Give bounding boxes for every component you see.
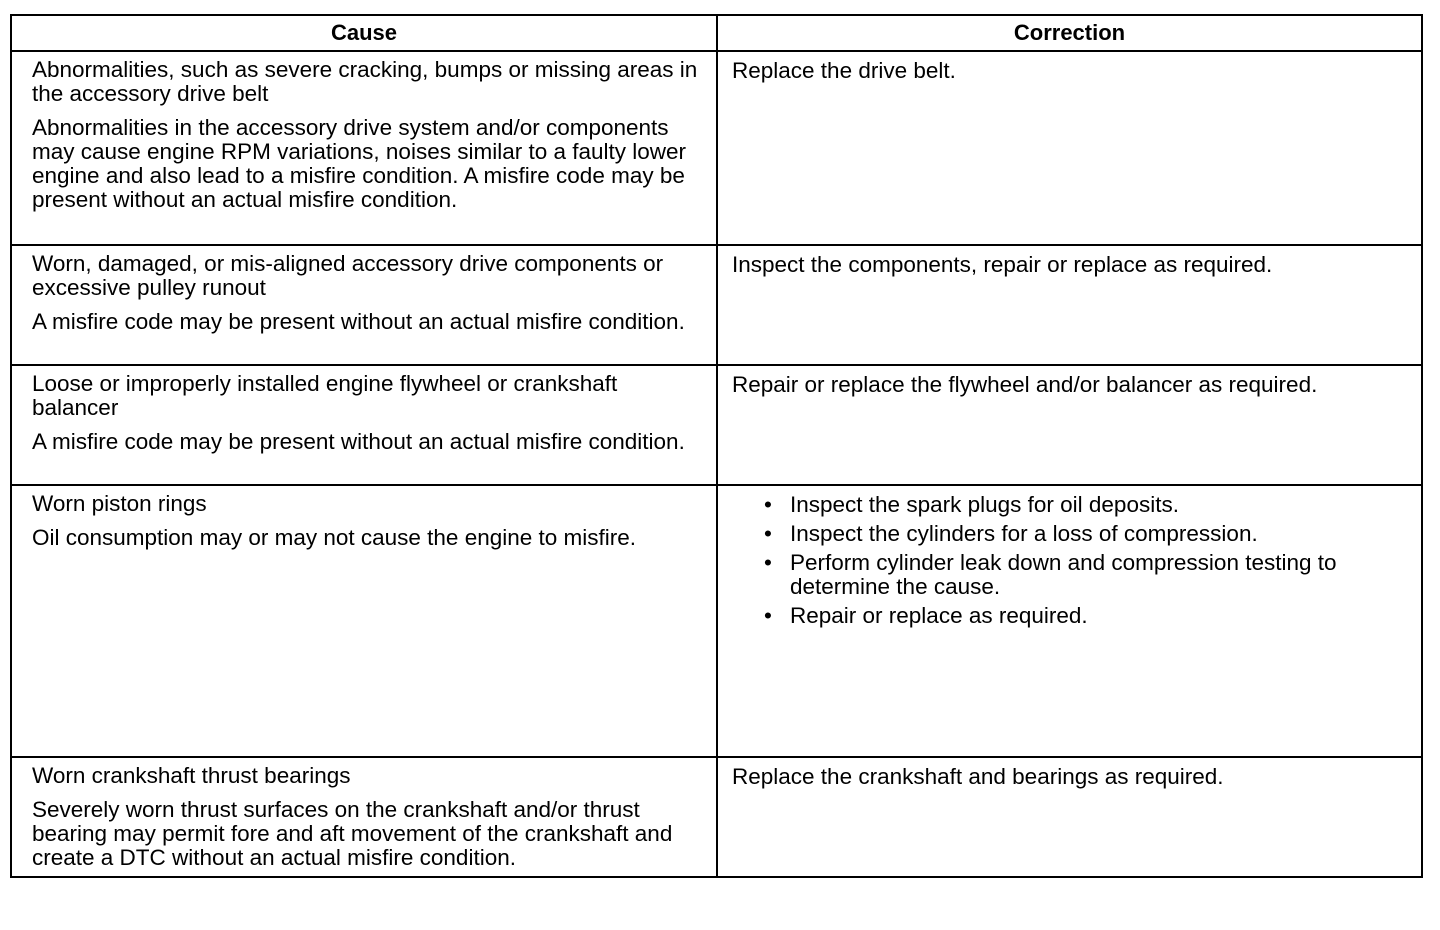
- cause-cell: [11, 757, 717, 877]
- cause-cell: [11, 485, 717, 757]
- correction-cell: [717, 757, 1422, 877]
- cause-note: Abnormalities in the accessory drive system and/or components may cause engine RPM variations, noises similar to a faulty lower engine and also lead to a misfire condition. A misfire code may be present without an actual misfire condition.: [32, 115, 687, 212]
- bullet-icon: •: [764, 603, 772, 628]
- cause-note: Severely worn thrust surfaces on the crankshaft and/or thrust bearing may permit fore and aft movement of the crankshaft and create a DTC without an actual misfire condition.: [32, 797, 673, 870]
- cause-title: Abnormalities, such as severe cracking, bumps or missing areas in the accessory drive belt: [32, 57, 698, 106]
- bullet-text: Repair or replace as required.: [790, 603, 1088, 628]
- list-item: [760, 522, 1407, 546]
- bullet-icon: •: [764, 521, 772, 546]
- table-row: [11, 51, 1422, 245]
- correction-cell: [717, 485, 1422, 757]
- table-row: [11, 485, 1422, 757]
- cause-column-header: Cause: [11, 15, 717, 51]
- cause-note: A misfire code may be present without an actual misfire condition.: [32, 429, 685, 454]
- bullet-text: Perform cylinder leak down and compression testing to determine the cause.: [790, 550, 1337, 599]
- correction-cell: [717, 51, 1422, 245]
- correction-text: Inspect the components, repair or replace as required.: [732, 252, 1273, 277]
- cause-cell: [11, 245, 717, 365]
- list-item: [760, 551, 1407, 599]
- list-item: [760, 604, 1407, 628]
- cause-title: Loose or improperly installed engine flywheel or crankshaft balancer: [32, 371, 618, 420]
- cause-correction-table: [10, 14, 1423, 878]
- correction-cell: [717, 365, 1422, 485]
- table-header-row: [11, 15, 1422, 51]
- correction-cell: [717, 245, 1422, 365]
- bullet-icon: •: [764, 492, 772, 517]
- correction-bullet-list: [732, 493, 1407, 628]
- bullet-text: Inspect the spark plugs for oil deposits.: [790, 492, 1179, 517]
- cause-title: Worn crankshaft thrust bearings: [32, 763, 351, 788]
- cause-title: Worn, damaged, or mis-aligned accessory drive components or excessive pulley runout: [32, 251, 664, 300]
- bullet-text: Inspect the cylinders for a loss of compression.: [790, 521, 1258, 546]
- correction-text: Replace the drive belt.: [732, 58, 956, 83]
- correction-text: Replace the crankshaft and bearings as required.: [732, 764, 1224, 789]
- cause-note: A misfire code may be present without an actual misfire condition.: [32, 309, 685, 334]
- cause-title: Worn piston rings: [32, 491, 207, 516]
- cause-note: Oil consumption may or may not cause the engine to misfire.: [32, 525, 637, 550]
- cause-cell: [11, 365, 717, 485]
- list-item: [760, 493, 1407, 517]
- table-row: [11, 757, 1422, 877]
- table-row: [11, 245, 1422, 365]
- correction-column-header: Correction: [717, 15, 1422, 51]
- cause-cell: [11, 51, 717, 245]
- table-row: [11, 365, 1422, 485]
- correction-text: Repair or replace the flywheel and/or balancer as required.: [732, 372, 1318, 397]
- bullet-icon: •: [764, 550, 772, 575]
